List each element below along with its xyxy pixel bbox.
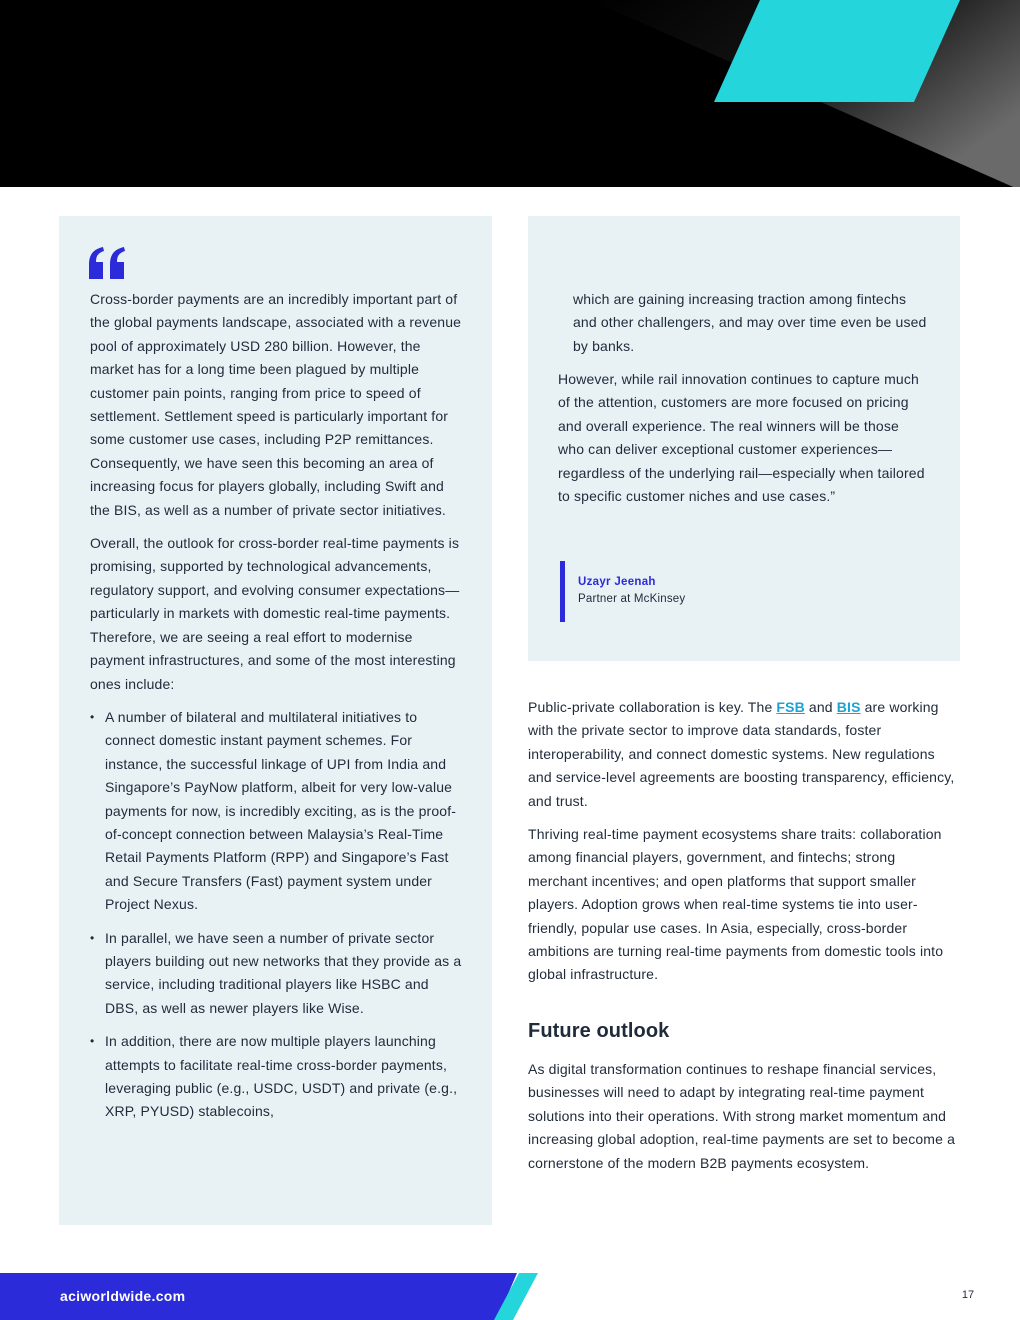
list-item: • In parallel, we have seen a number of private sector players building out new networks that they provide as a service, including traditional players like HSBC and DBS, as well as newer players like Wise. — [90, 927, 462, 1021]
collab-text-end: are working with the private sector to improve data standards, foster interoperability, and connect domestic systems. New regulations and service-level agreements are boosting transparency, efficiency, and trust. — [528, 699, 955, 809]
future-outlook-heading: Future outlook — [528, 1020, 670, 1042]
header-banner — [0, 0, 1020, 187]
future-outlook-paragraph: As digital transformation continues to reshape financial services, businesses will need to adapt by integrating real-time payment solutions into their operations. With strong market momentum and increasing global adoption, real-time payments are set to become a cornerstone of the modern B2B payments ecosystem. — [528, 1061, 956, 1171]
author-title: Partner at McKinsey — [578, 593, 686, 605]
author-name: Uzayr Jeenah — [578, 576, 656, 588]
left-paragraph-2: Overall, the outlook for cross-border real-time payments is promising, supported by technological advancements, regulatory support, and evolving consumer expectations—particularly in markets with domestic real-time payments. Therefore, we are seeing a real effort to modernise payment infrastructures, and some of the most interesting ones include: — [90, 535, 460, 692]
initiatives-list — [90, 706, 462, 1124]
header-graphic — [0, 0, 1020, 187]
collaboration-paragraph — [528, 696, 958, 813]
bis-link[interactable]: BIS — [836, 699, 861, 715]
fsb-link[interactable]: FSB — [776, 699, 805, 715]
left-quote-text — [90, 288, 462, 1134]
collab-text-start: Public-private collaboration is key. The — [528, 699, 777, 715]
footer-website-link[interactable]: aciworldwide.com — [60, 1288, 186, 1304]
attribution-bar — [560, 561, 565, 622]
left-paragraph-1: Cross-border payments are an incredibly important part of the global payments landscape, associated with a revenue pool of approximately USD 280 billion. However, the market has for a long time been plagued by multiple customer pain points, ranging from price to speed of settlement. Settlement speed is particularly important for some customer use cases, including P2P remittances. Consequently, we have seen this becoming an area of increasing focus for players globally, including Swift and the BIS, as well as a number of private sector initiatives. — [90, 291, 462, 518]
body-text — [528, 696, 958, 997]
list-item: • A number of bilateral and multilateral initiatives to connect domestic instant payment schemes. For instance, the successful linkage of UPI from India and Singapore’s PayNow platform, albeit for very low-value payments for now, is incredibly exciting, as is the proof-of-concept connection between Malaysia’s Real-Time Retail Payments Platform (RPP) and Singapore’s Fast and Secure Transfers (Fast) payment system under Project Nexus. — [90, 706, 462, 917]
ecosystems-paragraph: Thriving real-time payment ecosystems share traits: collaboration among financial players, government, and fintechs; strong merchant incentives; and open platforms that support smaller players. Adoption grows when real-time systems tie into user-friendly, popular use cases. In Asia, especially, cross-border ambitions are turning real-time payments from domestic tools into global infrastructure. — [528, 826, 944, 983]
quote-closing: However, while rail innovation continues to capture much of the attention, customers are more focused on pricing and overall experience. The real winners will be those who can deliver exceptional customer experiences—regardless of the underlying rail—especially when tailored to specific customer niches and use cases.” — [558, 371, 925, 505]
list-item: • In addition, there are now multiple players launching attempts to facilitate real-time cross-border payments, leveraging public (e.g., USDC, USDT) and private (e.g., XRP, PYUSD) stablecoins, — [90, 1030, 462, 1124]
collab-text-mid: and — [804, 699, 837, 715]
quote-continuation: which are gaining increasing traction among fintechs and other challengers, and may over time even be used by banks. — [573, 291, 927, 354]
page-number: 17 — [961, 1289, 975, 1301]
quote-mark-icon — [88, 246, 128, 280]
